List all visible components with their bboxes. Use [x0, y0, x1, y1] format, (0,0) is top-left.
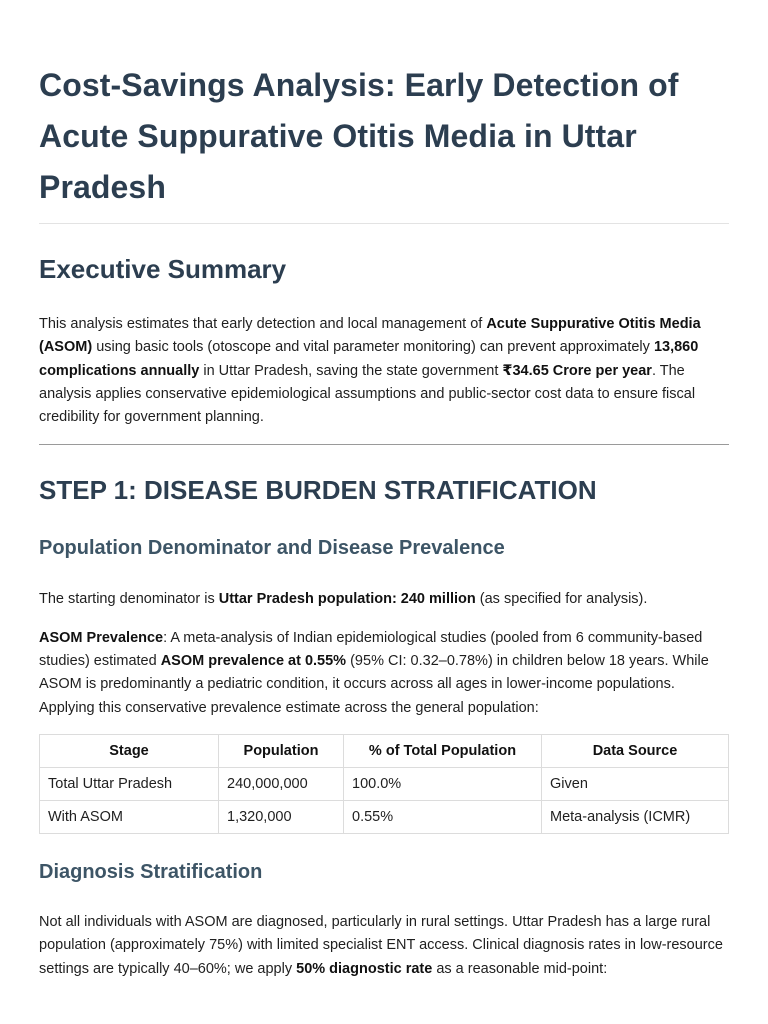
denominator-text: (as specified for analysis).	[475, 591, 648, 608]
summary-text: in Uttar Pradesh, saving the state government	[199, 362, 503, 379]
table-cell-percent: 0.55%	[344, 800, 542, 833]
diagnosis-text: Not all individuals with ASOM are diagnosed, particularly in rural settings. Uttar Pradesh has a large rural population (approximately 75%) with limited specialist ENT access. Clinical diagnosis rates in low-resource settings are typically 40–60%; we apply	[39, 913, 723, 977]
table-header-stage: Stage	[40, 734, 219, 767]
table-cell-percent: 100.0%	[344, 767, 542, 800]
diagnosis-text: as a reasonable mid-point:	[432, 960, 608, 977]
table-cell-source: Given	[542, 767, 729, 800]
table-row	[40, 767, 729, 800]
page-title: Cost-Savings Analysis: Early Detection of Acute Suppurative Otitis Media in Uttar Pradesh	[39, 67, 679, 205]
summary-bold-savings: ₹34.65 Crore per year	[502, 362, 652, 379]
diagnosis-subheading: Diagnosis Stratification	[39, 860, 263, 883]
prevalence-label: ASOM Prevalence	[39, 629, 164, 646]
table-cell-source: Meta-analysis (ICMR)	[542, 800, 729, 833]
table-header-row	[40, 734, 729, 767]
denominator-paragraph	[39, 588, 729, 611]
prevalence-bold: ASOM prevalence at 0.55%	[160, 653, 347, 670]
executive-summary-heading: Executive Summary	[39, 254, 287, 284]
executive-summary-paragraph	[39, 313, 729, 429]
denominator-text: The starting denominator is	[39, 591, 219, 608]
summary-text: This analysis estimates that early detection and local management of	[39, 316, 487, 332]
table-header-percent: % of Total Population	[344, 734, 542, 767]
prevalence-paragraph	[39, 627, 729, 720]
summary-text: using basic tools (otoscope and vital parameter monitoring) can prevent approximately	[92, 339, 654, 356]
diagnosis-paragraph	[39, 911, 729, 981]
step1-heading: STEP 1: DISEASE BURDEN STRATIFICATION	[39, 475, 597, 506]
summary-bold-complications: 13,860 complications annually	[39, 339, 699, 379]
summary-bold-condition: Acute Suppurative Otitis Media (ASOM)	[39, 316, 701, 356]
prevalence-text: : A meta-analysis of Indian epidemiological studies (pooled from 6 community-based studies) estimated	[39, 629, 703, 670]
section-divider	[39, 444, 729, 445]
table-row	[40, 800, 729, 833]
table-cell-population: 240,000,000	[219, 767, 344, 800]
title-divider	[39, 223, 729, 224]
table-cell-stage: Total Uttar Pradesh	[40, 767, 219, 800]
prevalence-text: (95% CI: 0.32–0.78%) in children below 18 years. While ASOM is predominantly a pediatric condition, it occurs across all ages in lower-income populations. Applying this conservative prevalence estimate across the general population:	[39, 653, 709, 716]
table-header-source: Data Source	[542, 734, 729, 767]
summary-text: . The analysis applies conservative epidemiological assumptions and public-sector cost data to ensure fiscal credibility for government planning.	[39, 362, 696, 426]
table-header-population: Population	[219, 734, 344, 767]
denominator-bold: Uttar Pradesh population: 240 million	[218, 591, 476, 608]
population-subheading: Population Denominator and Disease Prevalence	[39, 537, 505, 560]
table-cell-stage: With ASOM	[40, 800, 219, 833]
population-table	[39, 734, 729, 834]
diagnosis-bold: 50% diagnostic rate	[296, 960, 433, 977]
table-cell-population: 1,320,000	[219, 800, 344, 833]
